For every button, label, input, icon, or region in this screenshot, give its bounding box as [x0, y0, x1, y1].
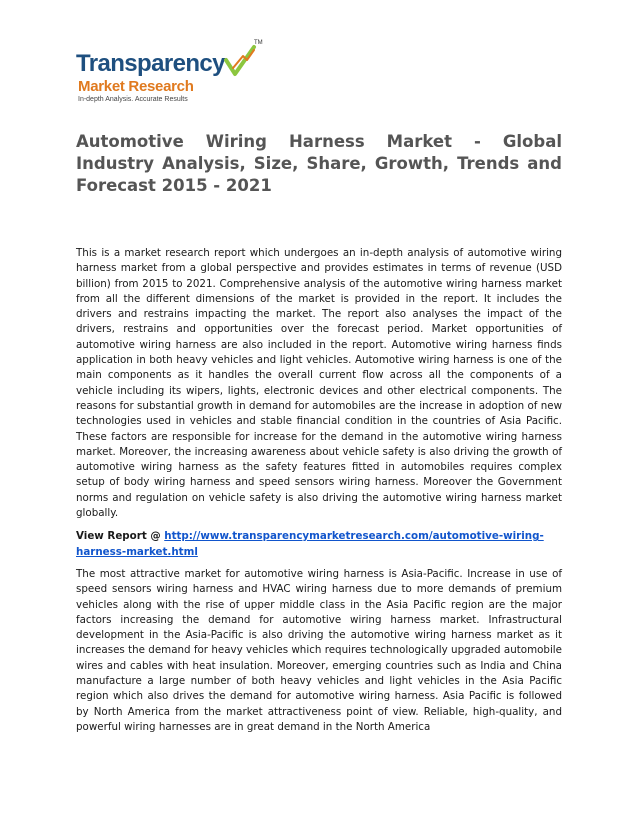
view-report-line [76, 529, 562, 560]
logo-tagline: In-depth Analysis. Accurate Results [78, 96, 188, 103]
intro-paragraph: This is a market research report which undergoes an in-depth analysis of automotive wiring harness market from a global perspective and provides estimates in terms of revenue (USD billion) from 2015 to 2021. Comprehensive analysis of the automotive wiring harness market from all the different dimensions of the market is provided in the report. It includes the drivers and restrains impacting the market. The report also analyses the impact of the drivers, restrains and opportunities over the forecast period. Market opportunities of automotive wiring harness are also included in the report. Automotive wiring harness finds application in both heavy vehicles and light vehicles. Automotive wiring harness is one of the main components as it handles the overall current flow across all the components of a vehicle including its wipers, lights, electronic devices and other electrical components. The reasons for substantial growth in demand for automobiles are the increase in adoption of new technologies used in vehicles and stable financial condition in the countries of Asia Pacific. These factors are responsible for increase for the demand in the automotive wiring harness market. Moreover, the increasing awareness about vehicle safety is also driving the growth of automotive wiring harness as the safety features fitted in automobiles requires complex setup of body wiring harness and speed sensors wiring harness. Moreover the Government norms and regulation on vehicle safety is also driving the automotive wiring harness market globally. [76, 247, 562, 520]
report-body [76, 246, 562, 735]
company-logo [76, 38, 266, 110]
view-report-label: View Report @ [76, 530, 165, 543]
logo-sub-text: Market Research [78, 78, 194, 95]
view-report-link[interactable]: http://www.transparencymarketresearch.com/automotive-wiring-harness-market.html [76, 530, 544, 558]
report-title: Automotive Wiring Harness Market - Global Industry Analysis, Size, Share, Growth, Trends and Forecast 2015 - 2021 [76, 132, 562, 195]
trademark-symbol: TM [254, 40, 263, 46]
checkmark-logo-icon [223, 44, 257, 78]
market-paragraph: The most attractive market for automotive wiring harness is Asia-Pacific. Increase in use of speed sensors wiring harness and HVAC wiring harness due to more demands of premium vehicles along with the rise of upper middle class in the Asia Pacific region are the major factors increasing the demand for automotive wiring harness market. Infrastructural development in the Asia-Pacific is also driving the automotive wiring harness market as it increases the demand for heavy vehicles which requires technologically upgraded automobile wires and cables with heat insulation. Moreover, emerging countries such as India and China manufacture a large number of both heavy vehicles and light vehicles in the Asia Pacific region which also drives the demand for automotive wiring harness. Asia Pacific is followed by North America from the market attractiveness point of view. Reliable, high-quality, and powerful wiring harnesses are in great demand in the North America [76, 567, 562, 733]
logo-main-text: Transparency [76, 50, 225, 77]
